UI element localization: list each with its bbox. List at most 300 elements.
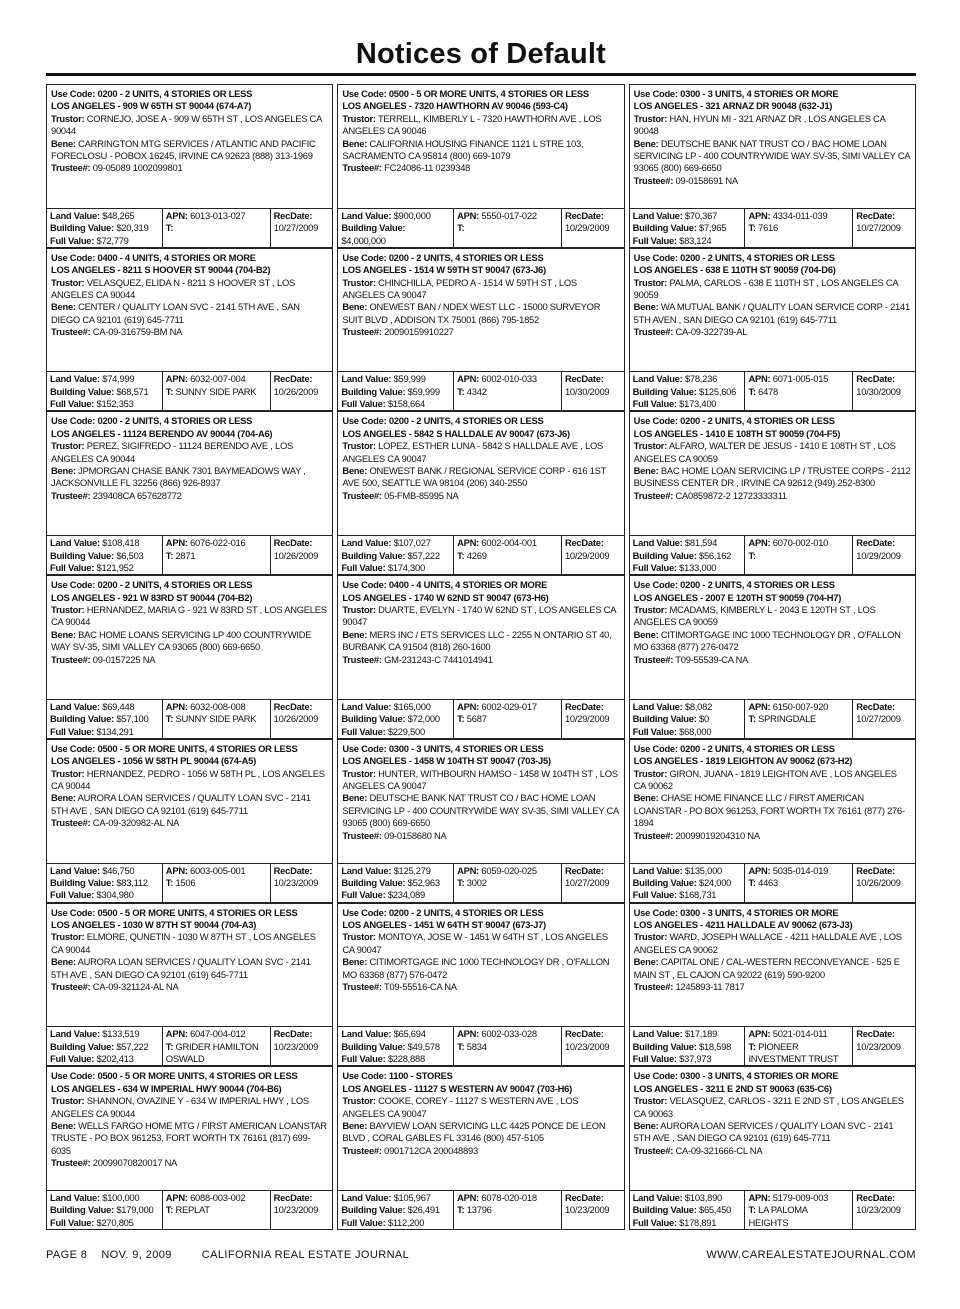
notice-details	[46, 411, 333, 536]
apn	[457, 701, 558, 713]
building-value-value: $65,450	[698, 1204, 732, 1216]
trustee-number-value: 20090159910227	[384, 326, 454, 338]
building-value	[633, 713, 742, 725]
land-value-label: Land Value:	[50, 209, 100, 221]
use-code-label: Use Code:	[51, 1070, 96, 1082]
tract	[457, 877, 558, 889]
trustee-number-label: Trustee#:	[342, 653, 382, 665]
beneficiary	[51, 1120, 328, 1157]
apn-col	[163, 700, 271, 738]
trustor-value: MCADAMS, KIMBERLY L - 2043 E 120TH ST , LOS ANGELES CA 90059	[633, 603, 876, 628]
trustor-value: CORNEJO, JOSE A - 909 W 65TH ST , LOS ANGELES CA 90044	[51, 112, 322, 137]
values-col	[630, 1191, 746, 1229]
full-value	[341, 398, 450, 410]
beneficiary-value: BAYVIEW LOAN SERVICING LLC 4425 PONCE DE LEON BLVD , CORAL GABLES FL 33146 (800) 457-5105	[342, 1119, 606, 1144]
building-value	[633, 550, 742, 562]
notice-values	[629, 372, 916, 411]
trustor-value: SHANNON, OVAZINE Y - 634 W IMPERIAL HWY , LOS ANGELES CA 90044	[51, 1095, 309, 1119]
building-value-label: Building Value:	[632, 222, 697, 234]
use-code-label: Use Code:	[633, 88, 678, 99]
full-value	[633, 889, 742, 901]
building-value	[633, 1041, 742, 1053]
recdate-col	[271, 536, 333, 574]
land-value	[341, 210, 450, 222]
tract-value: 5687	[466, 713, 487, 725]
tract-value: LA PALOMA HEIGHTS	[748, 1204, 808, 1228]
full-value-label: Full Value:	[632, 1216, 677, 1228]
tract	[457, 222, 558, 234]
notice-values	[337, 700, 624, 739]
land-value-label: Land Value:	[50, 1028, 100, 1040]
apn-value: 6078-020-018	[481, 1191, 537, 1203]
values-col	[630, 864, 746, 902]
apn-label: APN:	[165, 209, 188, 221]
notice-values	[629, 1027, 916, 1066]
recdate-value: 10/26/2009	[273, 549, 319, 561]
trustor-label: Trustor:	[51, 112, 85, 124]
land-value	[633, 865, 742, 877]
notice-details	[629, 411, 916, 536]
trustee-number	[634, 490, 911, 502]
recdate-col	[853, 372, 915, 410]
tract-value: GRIDER HAMILTON OSWALD	[165, 1040, 259, 1065]
full-value-label: Full Value:	[341, 725, 386, 737]
notice-card	[337, 575, 624, 739]
notice-details	[46, 903, 333, 1028]
values-col	[338, 700, 454, 738]
use-code-label: Use Code:	[633, 415, 678, 427]
apn-value: 6002-033-028	[481, 1028, 537, 1040]
recdate-label: RecDate:	[273, 864, 313, 876]
apn-col	[454, 700, 562, 738]
full-value-value: $168,731	[679, 889, 717, 901]
use-code-value: 0500 - 5 OR MORE UNITS, 4 STORIES OR LESS	[388, 88, 589, 99]
full-value-value: $121,952	[96, 561, 134, 573]
property-address-value: LOS ANGELES - 4211 HALLDALE AV 90062 (673-J3)	[633, 918, 853, 930]
tract	[457, 1204, 558, 1216]
recdate-col	[271, 1027, 333, 1065]
values-col	[338, 209, 454, 247]
land-value	[341, 1028, 450, 1040]
notice-card	[337, 903, 624, 1067]
trustee-number-label: Trustee#:	[51, 326, 91, 338]
apn-col	[745, 1191, 853, 1229]
tract-value: SUNNY SIDE PARK	[175, 385, 257, 397]
trustee-number-value: CA-09-320982-AL NA	[92, 817, 180, 829]
trustee-number	[342, 981, 619, 993]
apn-label: APN:	[457, 1028, 480, 1040]
land-value-label: Land Value:	[341, 700, 392, 712]
apn-col	[163, 1027, 271, 1065]
trustor-label: Trustor:	[51, 276, 85, 288]
recdate-label: RecDate:	[856, 700, 895, 712]
notice-card	[46, 1066, 333, 1230]
notice-details	[46, 84, 333, 209]
use-code	[634, 252, 911, 264]
building-value-value: $0	[698, 713, 709, 725]
recdate-col	[853, 700, 915, 738]
property-address	[51, 1083, 328, 1095]
trustee-number-label: Trustee#:	[633, 174, 674, 186]
recdate-label: RecDate:	[856, 1028, 895, 1040]
apn	[166, 865, 267, 877]
property-address	[51, 755, 328, 767]
tract-value: 1506	[175, 876, 196, 888]
values-col	[47, 372, 163, 410]
building-value-label: Building Value:	[341, 1040, 406, 1052]
beneficiary-value: CARRINGTON MTG SERVICES / ATLANTIC AND PACIFIC FORECLOSU - POBOX 16245, IRVINE CA 92623 (888) 313-1969	[51, 137, 316, 162]
trustor-value: HAN, HYUN MI - 321 ARNAZ DR , LOS ANGELES CA 90048	[633, 112, 886, 137]
full-value-label: Full Value:	[50, 725, 95, 737]
apn	[166, 701, 267, 713]
apn-label: APN:	[748, 700, 771, 712]
tract	[748, 877, 849, 889]
trustor-label: Trustor:	[51, 1095, 85, 1107]
apn-col	[454, 372, 562, 410]
trustee-number-value: CA-09-316759-BM NA	[92, 326, 183, 338]
trustee-number	[342, 830, 619, 842]
beneficiary-value: ONEWEST BANK / REGIONAL SERVICE CORP - 616 1ST AVE 500, SEATTLE WA 98104 (206) 340-2550	[342, 465, 606, 489]
recdate-value: 10/23/2009	[856, 1204, 901, 1216]
notice-card	[629, 739, 916, 903]
recdate-col	[271, 209, 333, 247]
tract-value: PIONEER INVESTMENT TRUST	[748, 1040, 839, 1065]
beneficiary	[634, 956, 911, 981]
apn-col	[454, 1191, 562, 1229]
trustee-number-value: 09-0157225 NA	[92, 653, 156, 665]
recdate-col	[562, 864, 624, 902]
beneficiary	[634, 465, 911, 490]
notice-details	[337, 411, 624, 536]
notice-values	[46, 536, 333, 575]
apn-value: 6150-007-920	[772, 700, 829, 712]
notice-card	[629, 411, 916, 575]
land-value-value: $78,236	[684, 373, 718, 385]
trustor-label: Trustor:	[633, 603, 668, 615]
use-code-value: 0300 - 3 UNITS, 4 STORIES OR MORE	[680, 1070, 839, 1082]
values-col	[630, 372, 746, 410]
recdate-col	[562, 209, 624, 247]
values-col	[338, 1191, 454, 1229]
notice-details	[337, 1066, 624, 1191]
tract	[748, 550, 849, 562]
trustor	[342, 440, 619, 465]
full-value-label: Full Value:	[632, 725, 677, 737]
trustor-label: Trustor:	[342, 1095, 376, 1107]
tract	[166, 386, 267, 398]
recdate-col	[271, 700, 333, 738]
trustee-number-value: CA-09-322739-AL	[675, 326, 748, 338]
trustor-value: WARD, JOSEPH WALLACE - 4211 HALLDALE AVE , LOS ANGELES CA 90062	[633, 931, 902, 955]
trustor-label: Trustor:	[51, 767, 85, 779]
property-address-value: LOS ANGELES - 2007 E 120TH ST 90059 (704-H7)	[633, 591, 842, 603]
building-value-value: $57,222	[116, 1040, 149, 1052]
building-value	[50, 1204, 159, 1216]
notice-card	[46, 739, 333, 903]
beneficiary-label: Bene:	[342, 301, 368, 313]
full-value-value: $270,805	[96, 1216, 134, 1228]
full-value-label: Full Value:	[341, 398, 386, 410]
trustor	[634, 113, 911, 138]
apn-label: APN:	[748, 1191, 771, 1203]
land-value-value: $108,418	[102, 537, 140, 549]
apn-value: 6002-004-001	[481, 537, 537, 549]
use-code	[51, 415, 328, 427]
use-code	[342, 579, 619, 591]
recdate-value: 10/26/2009	[856, 876, 901, 888]
land-value	[341, 865, 450, 877]
full-value-label: Full Value:	[632, 234, 677, 246]
full-value	[50, 726, 159, 738]
tract-label: T:	[165, 713, 174, 725]
land-value	[341, 1192, 450, 1204]
land-value-value: $103,890	[684, 1191, 722, 1203]
property-address-value: LOS ANGELES - 5842 S HALLDALE AV 90047 (673-J6)	[342, 427, 570, 439]
recdate-col	[853, 864, 915, 902]
notice-card	[46, 411, 333, 575]
recdate-value: 10/23/2009	[273, 1040, 319, 1052]
land-value-value: $133,519	[102, 1028, 140, 1040]
notice-values	[629, 864, 916, 903]
recdate-value: 10/26/2009	[273, 385, 319, 397]
land-value-value: $70,367	[684, 209, 718, 221]
recdate-col	[271, 864, 333, 902]
values-col	[630, 209, 746, 247]
use-code-label: Use Code:	[633, 1070, 678, 1082]
notice-values	[46, 864, 333, 903]
full-value-value: $72,779	[96, 234, 129, 246]
beneficiary-value: CHASE HOME FINANCE LLC / FIRST AMERICAN LOANSTAR - PO BOX 961253, FORT WORTH TX 76161 (877) 276-1894	[633, 792, 905, 829]
full-value-value: $158,664	[387, 398, 425, 410]
tract-label: T:	[748, 385, 756, 397]
use-code-value: 0400 - 4 UNITS, 4 STORIES OR MORE	[388, 579, 548, 591]
building-value-label: Building Value:	[341, 222, 406, 234]
values-col	[47, 1027, 163, 1065]
footer-website: WWW.CAREALESTATEJOURNAL.COM	[706, 1249, 916, 1261]
recdate-value: 10/27/2009	[856, 713, 901, 725]
tract-label: T:	[165, 876, 174, 888]
trustee-number-value: GM-231243-C 7441014941	[384, 653, 493, 665]
property-address	[342, 428, 619, 440]
apn	[748, 537, 849, 549]
property-address	[51, 428, 328, 440]
full-value-value: $37,973	[679, 1053, 712, 1065]
beneficiary-value: MERS INC / ETS SERVICES LLC - 2255 N ONTARIO ST 40, BURBANK CA 91504 (818) 260-1600	[342, 628, 612, 653]
beneficiary-label: Bene:	[51, 137, 76, 149]
land-value-value: $107,027	[393, 537, 431, 549]
trustee-number-value: 20099019204310 NA	[675, 829, 760, 841]
recdate-label: RecDate:	[273, 700, 313, 712]
trustee-number	[342, 326, 619, 338]
trustee-number-value: T09-55539-CA NA	[675, 653, 749, 665]
property-address-value: LOS ANGELES - 1056 W 58TH PL 90044 (674-A5)	[51, 755, 256, 767]
use-code-label: Use Code:	[51, 906, 96, 918]
building-value	[50, 877, 159, 889]
use-code-label: Use Code:	[342, 906, 387, 918]
apn-col	[163, 864, 271, 902]
use-code-label: Use Code:	[51, 88, 96, 99]
trustor-label: Trustor:	[342, 112, 376, 124]
building-value	[341, 877, 450, 889]
trustor-label: Trustor:	[633, 767, 668, 779]
apn-value: 6076-022-016	[190, 537, 246, 549]
trustee-number	[51, 981, 328, 993]
building-value-value: $6,503	[116, 549, 144, 561]
building-value-value: $57,100	[116, 713, 149, 725]
apn-col	[163, 1191, 271, 1229]
trustee-number	[51, 1157, 328, 1169]
trustor	[634, 931, 911, 956]
recdate-label: RecDate:	[856, 209, 895, 221]
land-value-label: Land Value:	[632, 209, 683, 221]
recdate-label: RecDate:	[856, 537, 895, 549]
property-address-value: LOS ANGELES - 909 W 65TH ST 90044 (674-A7)	[51, 100, 252, 112]
recdate-col	[562, 372, 624, 410]
notice-values	[46, 1027, 333, 1066]
trustee-number-value: 09-05089 1002099801	[92, 162, 183, 174]
property-address	[634, 264, 911, 276]
notice-values	[629, 700, 916, 739]
trustee-number	[634, 175, 911, 187]
trustor-value: MONTOYA, JOSE W - 1451 W 64TH ST , LOS ANGELES CA 90047	[342, 931, 608, 955]
beneficiary	[342, 792, 619, 829]
beneficiary	[51, 465, 328, 490]
values-col	[47, 536, 163, 574]
land-value-value: $81,594	[684, 537, 718, 549]
notice-values	[337, 864, 624, 903]
full-value	[633, 1053, 742, 1065]
notice-card	[629, 248, 916, 412]
trustor-label: Trustor:	[51, 440, 85, 452]
full-value	[633, 562, 742, 574]
beneficiary-label: Bene:	[51, 465, 76, 477]
use-code	[342, 743, 619, 755]
apn-col	[745, 209, 853, 247]
apn-value: 6071-005-015	[772, 373, 829, 385]
apn-value: 5021-014-011	[772, 1028, 828, 1040]
land-value	[633, 537, 742, 549]
notice-details	[629, 248, 916, 373]
trustee-number-label: Trustee#:	[633, 489, 674, 501]
tract	[748, 386, 849, 398]
land-value-value: $48,265	[102, 209, 135, 221]
apn-col	[163, 209, 271, 247]
trustee-number-label: Trustee#:	[342, 829, 382, 841]
trustor-label: Trustor:	[342, 440, 376, 452]
trustor-value: PEREZ, SIGIFREDO - 11124 BERENDO AVE , LOS ANGELES CA 90044	[51, 440, 294, 464]
full-value-label: Full Value:	[341, 889, 386, 901]
beneficiary-label: Bene:	[633, 465, 659, 477]
use-code-value: 0300 - 3 UNITS, 4 STORIES OR LESS	[388, 742, 544, 754]
apn-col	[745, 536, 853, 574]
full-value-value: $173,400	[679, 398, 717, 410]
beneficiary-label: Bene:	[342, 792, 368, 804]
trustor	[51, 768, 328, 793]
land-value-label: Land Value:	[50, 864, 100, 876]
tract	[748, 1204, 849, 1229]
tract-label: T:	[748, 549, 756, 561]
trustor-value: VELASQUEZ, ELIDA N - 8211 S HOOVER ST , LOS ANGELES CA 90044	[51, 276, 296, 300]
apn-label: APN:	[165, 537, 188, 549]
beneficiary-label: Bene:	[51, 956, 76, 968]
tract-value: 13796	[466, 1204, 492, 1216]
notice-card	[337, 411, 624, 575]
trustee-number-label: Trustee#:	[633, 653, 674, 665]
beneficiary-value: AURORA LOAN SERVICES / QUALITY LOAN SVC - 2141 5TH AVE , SAN DIEGO CA 92101 (619) 645-7711	[51, 792, 311, 816]
full-value-label: Full Value:	[632, 1053, 677, 1065]
apn	[748, 1028, 849, 1040]
notice-card	[629, 84, 916, 248]
building-value-value: $20,319	[116, 222, 149, 234]
building-value-label: Building Value:	[50, 1040, 114, 1052]
trustor	[51, 931, 328, 956]
beneficiary	[634, 138, 911, 175]
land-value	[633, 210, 742, 222]
land-value-label: Land Value:	[632, 1191, 683, 1203]
notice-details	[337, 248, 624, 373]
property-address	[51, 100, 328, 112]
use-code	[342, 415, 619, 427]
tract-label: T:	[165, 549, 174, 561]
full-value-value: $112,200	[387, 1216, 425, 1228]
property-address	[51, 592, 328, 604]
full-value-label: Full Value:	[50, 889, 95, 901]
tract	[457, 386, 558, 398]
building-value-label: Building Value:	[50, 713, 114, 725]
use-code	[51, 743, 328, 755]
building-value-label: Building Value:	[341, 549, 406, 561]
trustee-number	[634, 1145, 911, 1157]
use-code-value: 0200 - 2 UNITS, 4 STORIES OR LESS	[680, 251, 835, 263]
recdate-label: RecDate:	[564, 1191, 604, 1203]
notice-values	[629, 1191, 916, 1230]
use-code-value: 0300 - 3 UNITS, 4 STORIES OR MORE	[680, 88, 839, 99]
land-value-label: Land Value:	[632, 864, 683, 876]
beneficiary-label: Bene:	[51, 792, 76, 804]
land-value	[633, 373, 742, 385]
beneficiary	[342, 1120, 619, 1145]
recdate-col	[853, 536, 915, 574]
full-value-label: Full Value:	[50, 234, 95, 246]
full-value-value: $304,980	[96, 889, 134, 901]
use-code	[634, 743, 911, 755]
full-value-value: $202,413	[96, 1053, 134, 1065]
trustor-value: DUARTE, EVELYN - 1740 W 62ND ST , LOS ANGELES CA 90047	[342, 603, 616, 628]
building-value-value: $26,491	[407, 1204, 440, 1216]
notice-details	[46, 575, 333, 700]
notice-details	[337, 84, 624, 209]
trustor-label: Trustor:	[633, 276, 668, 288]
recdate-col	[562, 700, 624, 738]
building-value-value: $52,963	[407, 876, 440, 888]
property-address	[634, 592, 911, 604]
trustee-number-value: CA-09-321666-CL NA	[675, 1144, 763, 1156]
land-value-value: $17,189	[684, 1028, 718, 1040]
use-code-value: 0200 - 2 UNITS, 4 STORIES OR LESS	[388, 251, 544, 263]
beneficiary	[342, 956, 619, 981]
trustee-number-label: Trustee#:	[51, 1157, 91, 1169]
notice-card	[629, 575, 916, 739]
beneficiary	[51, 138, 328, 163]
trustee-number-value: 20099070820017 NA	[92, 1157, 178, 1169]
apn-label: APN:	[457, 373, 480, 385]
trustee-number	[51, 326, 328, 338]
trustee-number-label: Trustee#:	[51, 489, 91, 501]
footer-publication: CALIFORNIA REAL ESTATE JOURNAL	[201, 1249, 410, 1261]
building-value-label: Building Value:	[50, 1204, 114, 1216]
tract-label: T:	[165, 1204, 174, 1216]
full-value	[341, 562, 450, 574]
